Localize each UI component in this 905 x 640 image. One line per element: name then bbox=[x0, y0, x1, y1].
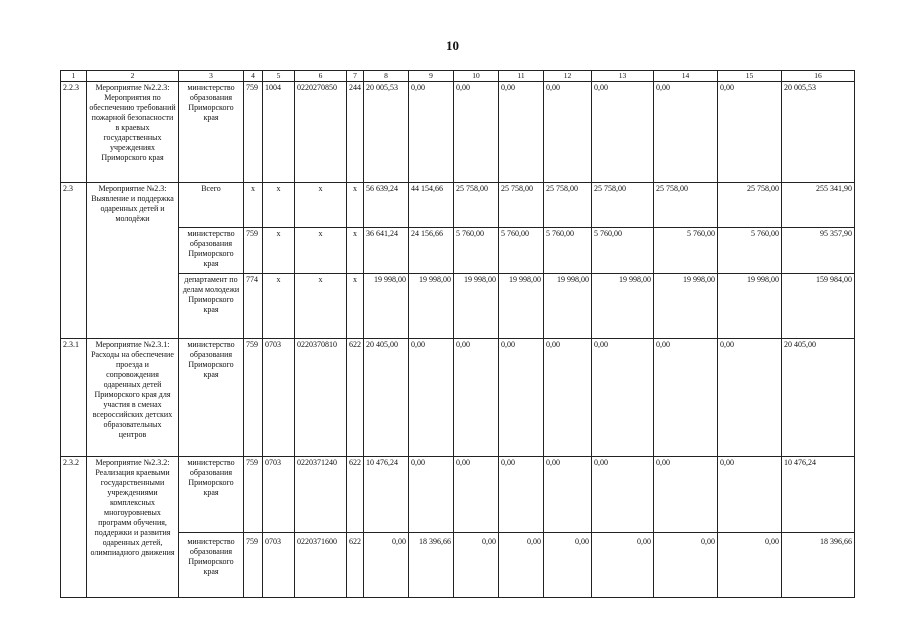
amount-cell: 25 758,00 bbox=[654, 183, 718, 228]
column-number: 13 bbox=[592, 71, 654, 82]
expense-type: 622 bbox=[347, 339, 364, 457]
row-id: 2.3 bbox=[61, 183, 87, 339]
amount-cell: 0,00 bbox=[718, 82, 782, 183]
page-number: 10 bbox=[446, 38, 459, 53]
amount-cell: 0,00 bbox=[592, 457, 654, 533]
amount-cell: 0,00 bbox=[592, 82, 654, 183]
amount-cell: 5 760,00 bbox=[544, 228, 592, 274]
amount-cell: 19 998,00 bbox=[409, 274, 454, 339]
responsible-executor: министерство образования Приморского края bbox=[179, 457, 244, 533]
amount-cell: 19 998,00 bbox=[454, 274, 499, 339]
amount-cell: 0,00 bbox=[499, 82, 544, 183]
amount-total: 159 984,00 bbox=[782, 274, 855, 339]
amount-cell: 19 998,00 bbox=[592, 274, 654, 339]
expense-type: x bbox=[347, 183, 364, 228]
section-code: 0703 bbox=[263, 457, 295, 533]
amount-cell: 0,00 bbox=[592, 339, 654, 457]
target-code: 0220371600 bbox=[295, 533, 347, 598]
amount-cell: 0,00 bbox=[544, 533, 592, 598]
row-id: 2.3.1 bbox=[61, 339, 87, 457]
amount-cell: 10 476,24 bbox=[364, 457, 409, 533]
amount-cell: 0,00 bbox=[409, 82, 454, 183]
table-row bbox=[61, 274, 855, 339]
amount-cell: 20 405,00 bbox=[364, 339, 409, 457]
column-number: 8 bbox=[364, 71, 409, 82]
target-code: x bbox=[295, 183, 347, 228]
budget-code: 759 bbox=[244, 533, 263, 598]
section-code: 1004 bbox=[263, 82, 295, 183]
amount-cell: 25 758,00 bbox=[544, 183, 592, 228]
amount-cell: 25 758,00 bbox=[499, 183, 544, 228]
budget-table bbox=[60, 70, 855, 598]
expense-type: 622 bbox=[347, 457, 364, 533]
section-code: 0703 bbox=[263, 533, 295, 598]
measure-name: Мероприятие №2.3.2: Реализация краевыми государственными учреждениями комплексных многоуровневых программ обучения, поддержки и развития одаренных детей, олимпиадного движения bbox=[87, 457, 179, 598]
amount-cell: 0,00 bbox=[409, 457, 454, 533]
table-row bbox=[61, 339, 855, 457]
responsible-executor: департамент по делам молодежи Приморского края bbox=[179, 274, 244, 339]
amount-cell: 19 998,00 bbox=[654, 274, 718, 339]
amount-cell: 0,00 bbox=[654, 457, 718, 533]
column-number: 2 bbox=[87, 71, 179, 82]
column-number: 12 bbox=[544, 71, 592, 82]
column-number: 7 bbox=[347, 71, 364, 82]
amount-cell: 0,00 bbox=[454, 533, 499, 598]
amount-cell: 5 760,00 bbox=[499, 228, 544, 274]
amount-cell: 0,00 bbox=[718, 457, 782, 533]
expense-type: x bbox=[347, 228, 364, 274]
amount-cell: 0,00 bbox=[364, 533, 409, 598]
amount-cell: 19 998,00 bbox=[544, 274, 592, 339]
measure-name: Мероприятие №2.3: Выявление и поддержка одаренных детей и молодёжи bbox=[87, 183, 179, 339]
table-row bbox=[61, 82, 855, 183]
target-code: 0220270850 bbox=[295, 82, 347, 183]
row-id: 2.3.2 bbox=[61, 457, 87, 598]
table-row bbox=[61, 457, 855, 533]
amount-total: 10 476,24 bbox=[782, 457, 855, 533]
amount-cell: 56 639,24 bbox=[364, 183, 409, 228]
amount-cell: 0,00 bbox=[718, 533, 782, 598]
budget-code: 759 bbox=[244, 457, 263, 533]
amount-cell: 25 758,00 bbox=[592, 183, 654, 228]
measure-name: Мероприятие №2.3.1: Расходы на обеспечение проезда и сопровождения одаренных детей Приморского края для участия в сменах всероссийских детских образовательных центров bbox=[87, 339, 179, 457]
amount-cell: 0,00 bbox=[544, 457, 592, 533]
amount-cell: 25 758,00 bbox=[454, 183, 499, 228]
amount-cell: 0,00 bbox=[592, 533, 654, 598]
section-code: x bbox=[263, 228, 295, 274]
target-code: x bbox=[295, 228, 347, 274]
amount-cell: 0,00 bbox=[654, 533, 718, 598]
amount-cell: 0,00 bbox=[454, 457, 499, 533]
amount-cell: 5 760,00 bbox=[718, 228, 782, 274]
column-number: 5 bbox=[263, 71, 295, 82]
amount-total: 20 405,00 bbox=[782, 339, 855, 457]
amount-cell: 0,00 bbox=[454, 339, 499, 457]
amount-cell: 24 156,66 bbox=[409, 228, 454, 274]
amount-cell: 20 005,53 bbox=[364, 82, 409, 183]
section-code: x bbox=[263, 274, 295, 339]
column-number: 3 bbox=[179, 71, 244, 82]
amount-cell: 19 998,00 bbox=[364, 274, 409, 339]
amount-cell: 44 154,66 bbox=[409, 183, 454, 228]
column-number: 11 bbox=[499, 71, 544, 82]
column-number: 1 bbox=[61, 71, 87, 82]
column-number: 14 bbox=[654, 71, 718, 82]
amount-total: 255 341,90 bbox=[782, 183, 855, 228]
amount-cell: 5 760,00 bbox=[454, 228, 499, 274]
amount-cell: 0,00 bbox=[544, 82, 592, 183]
responsible-executor: Всего bbox=[179, 183, 244, 228]
amount-cell: 0,00 bbox=[499, 339, 544, 457]
section-code: x bbox=[263, 183, 295, 228]
amount-cell: 0,00 bbox=[454, 82, 499, 183]
amount-total: 95 357,90 bbox=[782, 228, 855, 274]
amount-cell: 0,00 bbox=[544, 339, 592, 457]
responsible-executor: министерство образования Приморского края bbox=[179, 533, 244, 598]
amount-total: 18 396,66 bbox=[782, 533, 855, 598]
budget-code: 759 bbox=[244, 228, 263, 274]
amount-cell: 5 760,00 bbox=[592, 228, 654, 274]
amount-total: 20 005,53 bbox=[782, 82, 855, 183]
responsible-executor: министерство образования Приморского края bbox=[179, 228, 244, 274]
budget-code: x bbox=[244, 183, 263, 228]
expense-type: x bbox=[347, 274, 364, 339]
amount-cell: 36 641,24 bbox=[364, 228, 409, 274]
expense-type: 244 bbox=[347, 82, 364, 183]
amount-cell: 0,00 bbox=[654, 82, 718, 183]
measure-name: Мероприятие №2.2.3: Мероприятия по обеспечению требований пожарной безопасности в краевых государственных учреждениях Приморского края bbox=[87, 82, 179, 183]
amount-cell: 0,00 bbox=[499, 533, 544, 598]
column-number-row bbox=[61, 71, 855, 82]
column-number: 6 bbox=[295, 71, 347, 82]
column-number: 9 bbox=[409, 71, 454, 82]
amount-cell: 19 998,00 bbox=[499, 274, 544, 339]
budget-code: 759 bbox=[244, 82, 263, 183]
amount-cell: 25 758,00 bbox=[718, 183, 782, 228]
target-code: x bbox=[295, 274, 347, 339]
budget-code: 759 bbox=[244, 339, 263, 457]
table-row bbox=[61, 183, 855, 228]
table-row bbox=[61, 228, 855, 274]
target-code: 0220370810 bbox=[295, 339, 347, 457]
amount-cell: 0,00 bbox=[499, 457, 544, 533]
amount-cell: 19 998,00 bbox=[718, 274, 782, 339]
amount-cell: 0,00 bbox=[654, 339, 718, 457]
amount-cell: 18 396,66 bbox=[409, 533, 454, 598]
budget-code: 774 bbox=[244, 274, 263, 339]
column-number: 15 bbox=[718, 71, 782, 82]
section-code: 0703 bbox=[263, 339, 295, 457]
amount-cell: 0,00 bbox=[409, 339, 454, 457]
column-number: 16 bbox=[782, 71, 855, 82]
row-id: 2.2.3 bbox=[61, 82, 87, 183]
expense-type: 622 bbox=[347, 533, 364, 598]
column-number: 4 bbox=[244, 71, 263, 82]
amount-cell: 5 760,00 bbox=[654, 228, 718, 274]
responsible-executor: министерство образования Приморского края bbox=[179, 82, 244, 183]
target-code: 0220371240 bbox=[295, 457, 347, 533]
responsible-executor: министерство образования Приморского края bbox=[179, 339, 244, 457]
column-number: 10 bbox=[454, 71, 499, 82]
amount-cell: 0,00 bbox=[718, 339, 782, 457]
table-row bbox=[61, 533, 855, 598]
